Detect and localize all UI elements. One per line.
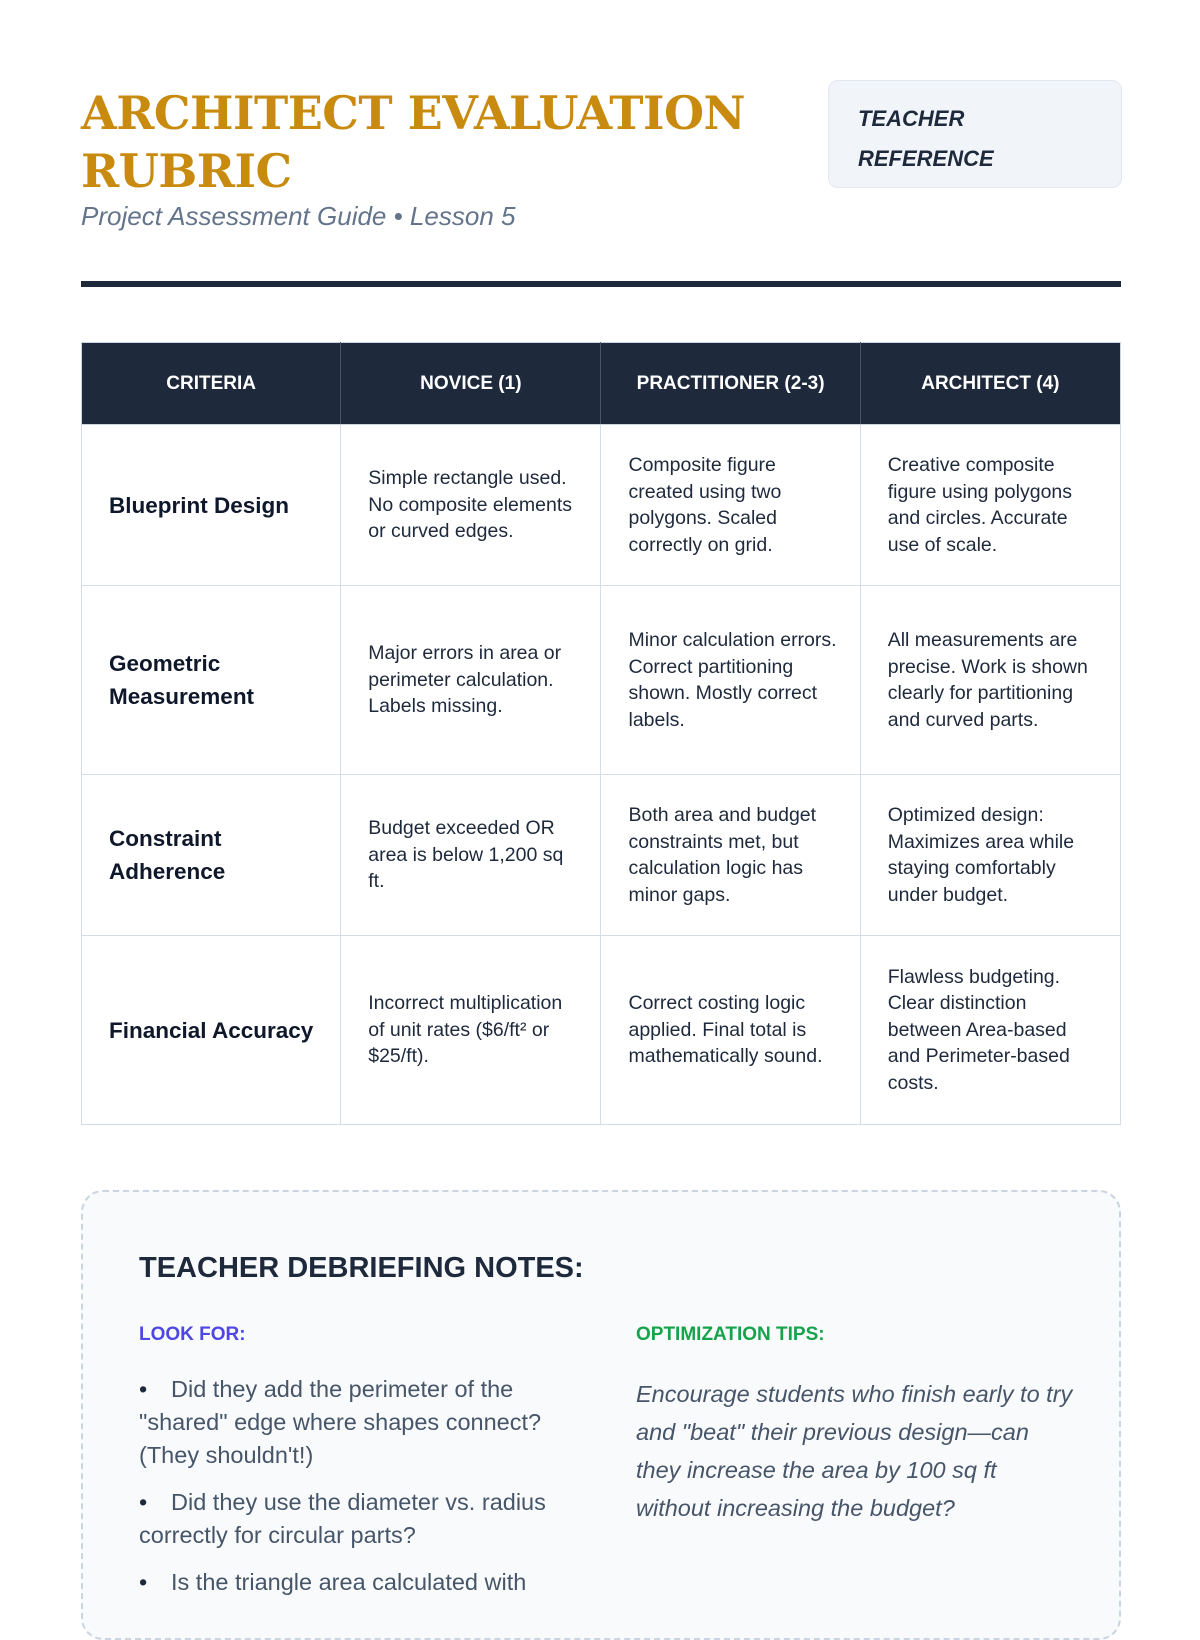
criteria-cell: Constraint Adherence (82, 775, 341, 936)
list-item (139, 1486, 579, 1552)
page-subtitle: Project Assessment Guide • Lesson 5 (81, 201, 516, 231)
page-header (81, 80, 1121, 280)
rubric-table (81, 342, 1121, 1125)
table-row (82, 936, 1121, 1125)
header-criteria: CRITERIA (82, 343, 341, 425)
look-for-list (139, 1373, 579, 1613)
practitioner-cell: Minor calculation errors. Correct partitioning shown. Mostly correct labels. (601, 586, 860, 775)
criteria-cell: Blueprint Design (82, 425, 341, 586)
novice-cell: Simple rectangle used. No composite elements or curved edges. (341, 425, 601, 586)
novice-cell: Budget exceeded OR area is below 1,200 sq ft. (341, 775, 601, 936)
optimization-tips-heading: OPTIMIZATION TIPS: (636, 1324, 825, 1345)
notes-title: TEACHER DEBRIEFING NOTES: (139, 1252, 584, 1284)
list-item (139, 1373, 579, 1472)
teacher-reference-badge: TEACHER REFERENCE (828, 80, 1122, 188)
bullet-icon: • (139, 1489, 148, 1515)
architect-cell: Creative composite figure using polygons and circles. Accurate use of scale. (860, 425, 1120, 586)
list-item-text: Is the triangle area calculated with (171, 1569, 527, 1595)
criteria-cell: Geometric Measurement (82, 586, 341, 775)
table-row (82, 775, 1121, 936)
bullet-icon: • (139, 1569, 148, 1595)
look-for-heading: LOOK FOR: (139, 1324, 246, 1345)
list-item-text: Did they use the diameter vs. radius correctly for circular parts? (139, 1489, 546, 1548)
rubric-header-row (82, 343, 1121, 425)
architect-cell: All measurements are precise. Work is shown clearly for partitioning and curved parts. (860, 586, 1120, 775)
header-architect: ARCHITECT (4) (860, 343, 1120, 425)
teacher-debriefing-notes (81, 1190, 1121, 1640)
header-divider (81, 281, 1121, 287)
practitioner-cell: Correct costing logic applied. Final total is mathematically sound. (601, 936, 860, 1125)
list-item (139, 1566, 579, 1599)
header-practitioner: PRACTITIONER (2-3) (601, 343, 860, 425)
novice-cell: Incorrect multiplication of unit rates ($6/ft² or $25/ft). (341, 936, 601, 1125)
optimization-tips-text: Encourage students who finish early to try and "beat" their previous design—can they increase the area by 100 sq ft without increasing the budget? (636, 1381, 1073, 1521)
practitioner-cell: Composite figure created using two polygons. Scaled correctly on grid. (601, 425, 860, 586)
novice-cell: Major errors in area or perimeter calculation. Labels missing. (341, 586, 601, 775)
practitioner-cell: Both area and budget constraints met, but calculation logic has minor gaps. (601, 775, 860, 936)
criteria-cell: Financial Accuracy (82, 936, 341, 1125)
bullet-icon: • (139, 1376, 148, 1402)
table-row (82, 425, 1121, 586)
page-title: ARCHITECT EVALUATION RUBRIC (81, 86, 746, 198)
header-novice: NOVICE (1) (341, 343, 601, 425)
list-item-text: Did they add the perimeter of the "shared" edge where shapes connect? (They shouldn't!) (139, 1376, 542, 1468)
architect-cell: Optimized design: Maximizes area while staying comfortably under budget. (860, 775, 1120, 936)
table-row (82, 586, 1121, 775)
architect-cell: Flawless budgeting. Clear distinction between Area-based and Perimeter-based costs. (860, 936, 1120, 1125)
